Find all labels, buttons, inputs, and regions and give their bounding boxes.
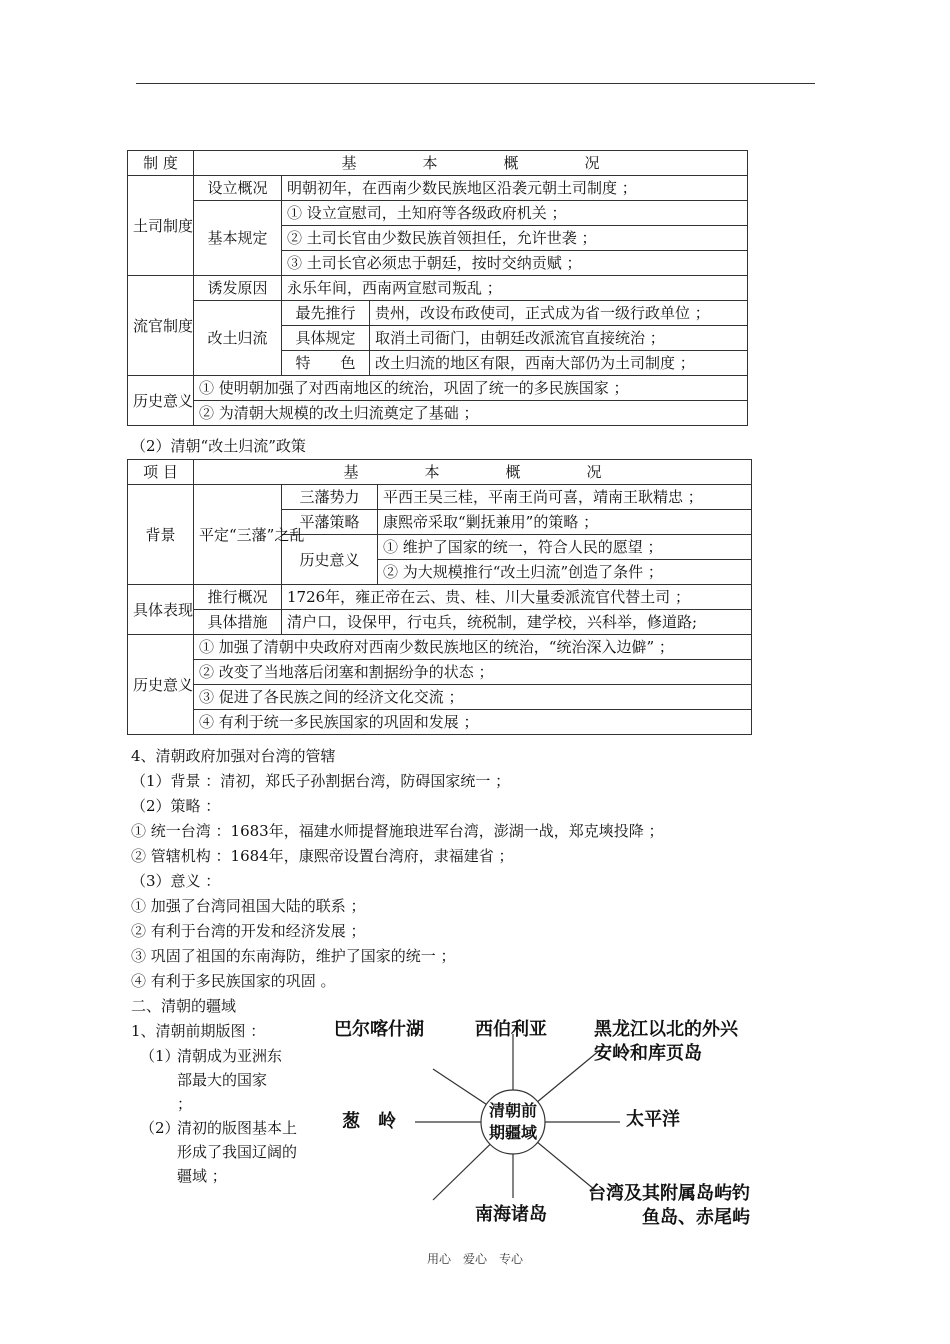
header-col1: 制 度 — [128, 151, 194, 176]
row-label: 具体规定 — [282, 326, 370, 351]
biaoxian-title: 具体表现 — [128, 585, 194, 635]
header-col2: 基 本 概 况 — [194, 460, 752, 485]
taiwan-meaning-4: ④ 有利于多民族国家的巩固 。 — [131, 972, 336, 990]
row-label: 具体措施 — [194, 610, 282, 635]
taiwan-background: （1）背景 ：清初，郑氏子孙割据台湾，防碍国家统一 ； — [131, 772, 511, 790]
row-text: ① 设立宣慰司，土知府等各级政府机关 ； — [282, 201, 748, 226]
gaitu-label: 改土归流 — [194, 301, 282, 376]
row-text: 永乐年间，西南两宣慰司叛乱 ； — [282, 276, 748, 301]
taiwan-meaning-2: ② 有利于台湾的开发和经济发展 ； — [131, 922, 366, 940]
row-text: 贵州，改设布政使司，正式成为省一级行政单位 ； — [370, 301, 748, 326]
top-rule — [136, 83, 815, 84]
tusi-title: 土司制度 — [128, 176, 194, 276]
row-text: ② 改变了当地落后闭塞和割据纷争的状态 ； — [194, 660, 752, 685]
yiyi-label: 历史意义 — [282, 535, 378, 585]
label-balkhash: 巴尔喀什湖 — [334, 1019, 424, 1040]
label-pacific: 太平洋 — [626, 1109, 680, 1130]
ming-tusi-table — [127, 150, 748, 426]
row-text: ② 土司长官由少数民族首领担任，允许世袭 ； — [282, 226, 748, 251]
label-taiwan: 台湾及其附属岛屿钓鱼岛、赤尾屿 — [588, 1183, 750, 1228]
point-1-text: 清朝成为亚洲东部最大的国家 ； — [177, 1047, 283, 1113]
row-text: ① 维护了国家的统一，符合人民的愿望 ； — [378, 535, 752, 560]
row-label: 设立概况 — [194, 176, 282, 201]
label-nanhai: 南海诸岛 — [475, 1204, 547, 1225]
header-col2: 基 本 概 况 — [194, 151, 748, 176]
taiwan-strategy-2: ② 管辖机构 ：1684年，康熙帝设置台湾府，隶福建省 ； — [131, 847, 514, 865]
row-label: 三藩势力 — [282, 485, 378, 510]
yiyi-title: 历史意义 — [128, 376, 194, 426]
row-text: ② 为清朝大规模的改土归流奠定了基础 ； — [194, 401, 748, 426]
label-siberia: 西伯利亚 — [475, 1019, 547, 1040]
table-header-row — [128, 460, 752, 485]
row-text: 改土归流的地区有限，西南大部仍为土司制度 ； — [370, 351, 748, 376]
footer: 用心 爱心 专心 — [426, 1252, 524, 1266]
row-text: 1726年，雍正帝在云、贵、桂、川大量委派流官代替土司 ； — [282, 585, 752, 610]
territory-subtitle: 1、清朝前期版图 ： — [131, 1022, 266, 1040]
row-text: 取消土司衙门，由朝廷改派流官直接统治 ； — [370, 326, 748, 351]
row-label: 最先推行 — [282, 301, 370, 326]
row-text: 明朝初年，在西南少数民族地区沿袭元朝土司制度 ； — [282, 176, 748, 201]
row-label: 推行概况 — [194, 585, 282, 610]
liuguan-title: 流官制度 — [128, 276, 194, 376]
taiwan-meaning-1: ① 加强了台湾同祖国大陆的联系 ； — [131, 897, 366, 915]
row-text: 清户口，设保甲，行屯兵，统税制，建学校，兴科举，修道路; — [282, 610, 752, 635]
territory-title: 二、清朝的疆域 — [131, 997, 237, 1015]
row-text: 康熙帝采取“剿抚兼用”的策略 ； — [378, 510, 752, 535]
qing-gaitu-table — [127, 459, 752, 735]
row-text: ② 为大规模推行“改土归流”创造了条件 ； — [378, 560, 752, 585]
table2-caption: （2）清朝“改土归流”政策 — [131, 437, 306, 455]
taiwan-title: 4、清朝政府加强对台湾的管辖 — [131, 747, 336, 765]
row-text: ③ 土司长官必须忠于朝廷，按时交纳贡赋 ； — [282, 251, 748, 276]
center-label: 清朝前期疆域 — [488, 1101, 537, 1142]
yiyi-title: 历史意义 — [128, 635, 194, 735]
row-label: 特 色 — [282, 351, 370, 376]
label-heilongjiang: 黑龙江以北的外兴安岭和库页岛 — [594, 1019, 738, 1064]
row-text: 平西王吴三桂，平南王尚可喜，靖南王耿精忠 ； — [378, 485, 752, 510]
taiwan-strategy-1: ① 统一台湾 ：1683年，福建水师提督施琅进军台湾，澎湖一战，郑克塽投降 ； — [131, 822, 664, 840]
point-2-num: （2） — [140, 1119, 180, 1137]
taiwan-meaning-3: ③ 巩固了祖国的东南海防，维护了国家的统一 ； — [131, 947, 456, 965]
point-1-num: （1） — [140, 1047, 180, 1065]
taiwan-meaning: （3）意义 ： — [131, 872, 221, 890]
territory-diagram — [320, 1012, 760, 1232]
taiwan-strategy: （2）策略 ： — [131, 797, 221, 815]
row-text: ③ 促进了各民族之间的经济文化交流 ； — [194, 685, 752, 710]
sanfan-label: 平定“三藩”之乱 — [194, 485, 282, 585]
row-label: 诱发原因 — [194, 276, 282, 301]
beijing-title: 背景 — [128, 485, 194, 585]
row-text: ④ 有利于统一多民族国家的巩固和发展 ； — [194, 710, 752, 735]
table-header-row — [128, 151, 748, 176]
row-label: 平藩策略 — [282, 510, 378, 535]
row-text: ① 加强了清朝中央政府对西南少数民族地区的统治，“统治深入边僻” ； — [194, 635, 752, 660]
rules-label: 基本规定 — [194, 201, 282, 276]
label-congling: 葱 岭 — [342, 1111, 396, 1132]
header-col1: 项 目 — [128, 460, 194, 485]
point-2-text: 清初的版图基本上形成了我国辽阔的疆域 ； — [177, 1119, 298, 1185]
row-text: ① 使明朝加强了对西南地区的统治，巩固了统一的多民族国家 ； — [194, 376, 748, 401]
